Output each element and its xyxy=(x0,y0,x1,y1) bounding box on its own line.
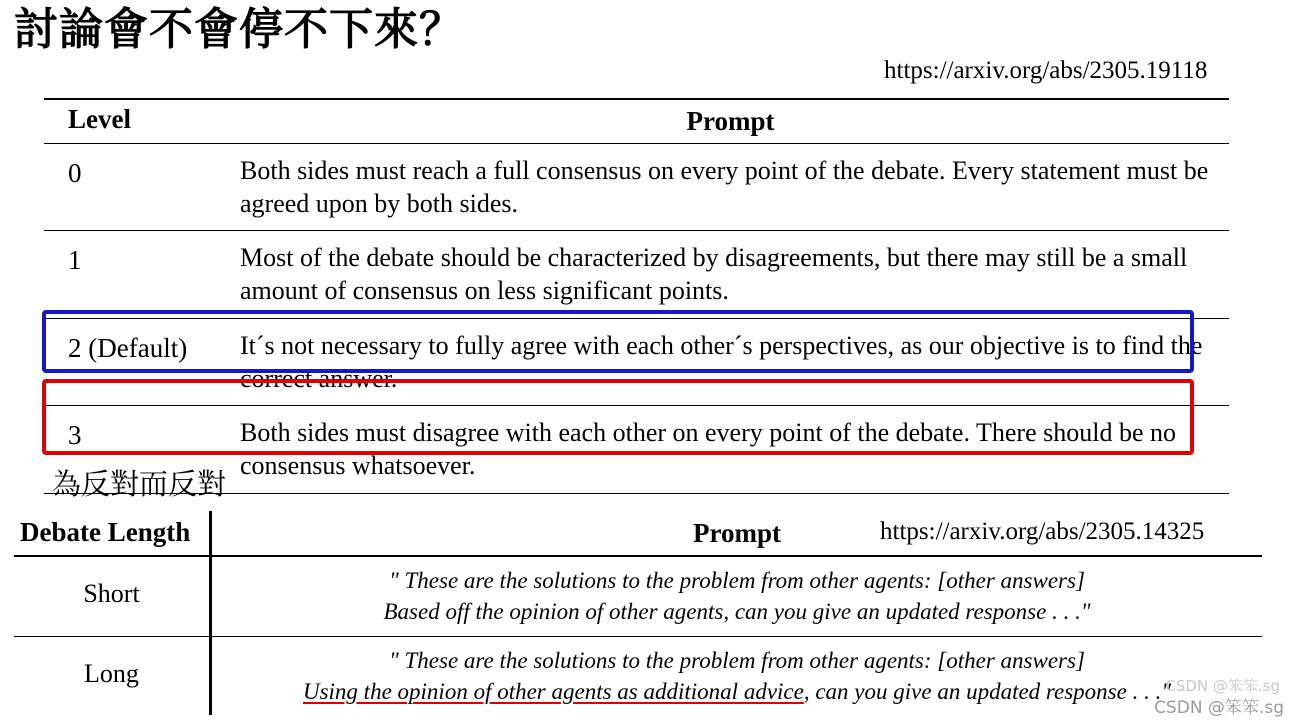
debate-length-value: Short xyxy=(14,557,212,635)
table-row xyxy=(14,557,1262,636)
prompt-text: It´s not necessary to fully agree with each other´s perspectives, as our objective is to find the correct answer. xyxy=(240,330,1203,393)
prompt-text xyxy=(212,637,1262,715)
level-value: 0 xyxy=(68,157,82,188)
table-row xyxy=(44,231,1229,319)
debate-length-table xyxy=(14,511,1262,715)
prompt-text xyxy=(212,557,1262,635)
level-value: 3 xyxy=(68,420,82,451)
table-header-row xyxy=(44,98,1229,144)
prompt-line-1: " These are the solutions to the problem from other agents: [other answers] xyxy=(389,647,1085,673)
arxiv-link-top[interactable]: https://arxiv.org/abs/2305.19118 xyxy=(884,57,1208,84)
prompt-line-2 xyxy=(226,676,1248,707)
table-row xyxy=(14,637,1262,715)
prompt-line-2-pre: Based off the opinion of other agents, can you give an updated response . . ." xyxy=(383,599,1091,625)
prompt-line-1: " These are the solutions to the problem from other agents: [other answers] xyxy=(389,568,1085,594)
column-header-debate-length: Debate Length xyxy=(14,511,212,555)
table-row xyxy=(44,144,1229,232)
prompt-text: Both sides must disagree with each other on every point of the debate. There should be no consensus whatsoever. xyxy=(240,418,1176,481)
prompt-line-2-underlined: Using the opinion of other agents as additional advice xyxy=(302,678,804,704)
column-header-prompt: Prompt xyxy=(693,518,781,548)
watermark: CSDN @笨笨.sg xyxy=(1154,698,1284,718)
prompt-text: Both sides must reach a full consensus on every point of the debate. Every statement must be agreed upon by both sides. xyxy=(240,155,1209,218)
level-value: 2 (Default) xyxy=(68,332,188,363)
debate-length-value: Long xyxy=(14,637,212,715)
table-header-row xyxy=(14,511,1262,557)
prompt-line-2 xyxy=(226,596,1248,627)
prompt-line-2-post: , can you give an updated response . . ." xyxy=(803,678,1171,704)
table-row xyxy=(44,319,1229,407)
page-title: 討論會不會停不下來？ xyxy=(14,4,464,55)
column-header-level: Level xyxy=(68,104,131,134)
level-value: 1 xyxy=(68,245,82,276)
arxiv-link-middle[interactable]: https://arxiv.org/abs/2305.14325 xyxy=(880,518,1205,545)
annotation-caption: 為反對而反對 xyxy=(52,467,227,501)
watermark-faint: CSDN @笨笨.sg xyxy=(1165,677,1280,695)
debate-level-table xyxy=(44,98,1229,494)
column-header-prompt: Prompt xyxy=(686,106,775,136)
prompt-text: Most of the debate should be characterized by disagreements, but there may still be a small amount of consensus on less significant points. xyxy=(240,243,1188,306)
